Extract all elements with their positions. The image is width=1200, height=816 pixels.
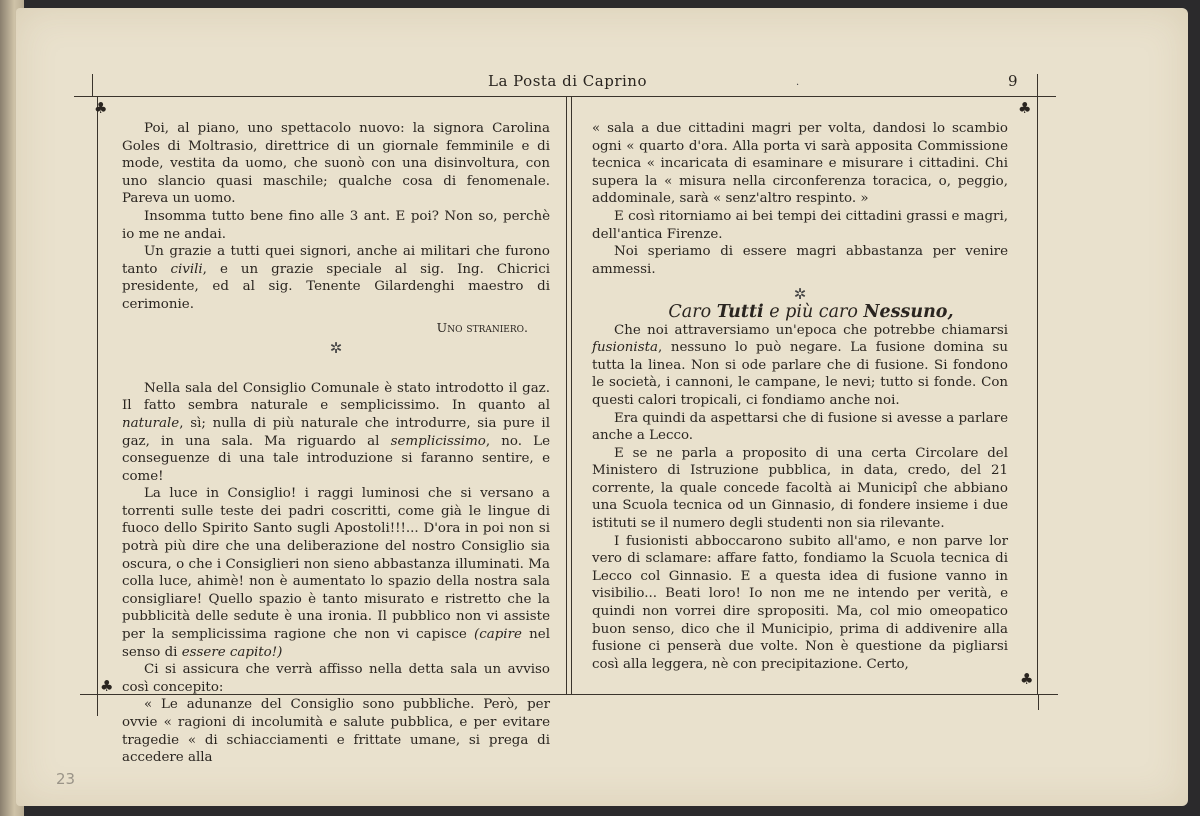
paragraph: I fusionisti abboccarono subito all'amo, e non parve lor vero di sclamare: affare fatto, fondiamo la Scuola tecnica di Lecco col Ginnasio. E a questa idea di fusione vanno in visibilio... Beati loro! Io non me ne intendo per verità, e quindi non vorrei dire spropositi. Ma, col mio omeopatico buon senso, dico che il Municipio, prima di addivenire alla fusione ci penserà due volte. Non è questione da pigliarsi così alla leggera, nè con precipitazione. Certo, xyxy=(592,533,1008,672)
right-column xyxy=(592,120,1008,673)
paragraph: La luce in Consiglio! i raggi luminosi che si versano a torrenti sulle teste dei padri coscritti, come già le lingue di fuoco dello Spirito Santo sugli Apostoli!!!... D'ora in poi non si potrà più dire che una deliberazione del nostro Consiglio sia oscura, o che i Consiglieri non sieno abbastanza illuminati. Ma colla luce, ahimè! non è aumentato lo spazio della nostra sala consigliare! Quello spazio è tanto misurato e ristretto che la pubblicità delle sedute è una ironia. Il pubblico non vi assiste per la semplicissima ragione che non vi capisce (capire nel senso di essere capito!) xyxy=(122,486,550,660)
ornament-bottom-right-icon: ♣ xyxy=(1020,670,1034,688)
ink-speck: · xyxy=(796,80,800,91)
paragraph: E così ritorniamo ai bei tempi dei cittadini grassi e magri, dell'antica Firenze. xyxy=(592,208,1008,242)
frame-right xyxy=(1037,96,1038,694)
article-heading: Caro Tutti e più caro Nessuno, xyxy=(668,301,954,322)
column-divider-b xyxy=(571,96,572,694)
paragraph: Era quindi da aspettarsi che di fusione si avesse a parlare anche a Lecco. xyxy=(592,410,1008,444)
page-title: La Posta di Caprino xyxy=(488,72,647,90)
quoted-notice: « Le adunanze del Consiglio sono pubbliche. Però, per ovvie « ragioni di incolumità e salute pubblica, e per evitare tragedie « di schiacciamenti e frittate umane, si prega di accedere alla xyxy=(122,697,550,766)
ornament-top-right-icon: ♣ xyxy=(1018,99,1032,117)
left-column xyxy=(122,120,550,767)
quoted-notice-continued: « sala a due cittadini magri per volta, dandosi lo scambio ogni « quarto d'ora. Alla porta vi sarà apposita Commissione tecnica « incaricata di esaminare e misurare i cittadini. Chi supera la « misura nella circonferenza toracica, o, peggio, addominale, sarà « senz'altro respinto. » xyxy=(592,121,1008,207)
header-tick-right xyxy=(1037,74,1038,96)
article-signature: Uno straniero. xyxy=(436,319,528,335)
footer-tick-left xyxy=(97,694,98,716)
paragraph: Che noi attraversiamo un'epoca che potrebbe chiamarsi fusionista, nessuno lo può negare. La fusione domina su tutta la linea. Non si ode parlare che di fusione. Si fondono le società, i cannoni, le campane, le nevi; tutto si fonde. Con questi calori tropicali, ci fondiamo anche noi. xyxy=(592,322,1008,408)
column-divider-a xyxy=(566,96,567,694)
header-tick-left xyxy=(92,74,93,96)
paragraph: Insomma tutto bene fino alle 3 ant. E poi? Non so, perchè io me ne andai. xyxy=(122,208,550,242)
paragraph: Un grazie a tutti quei signori, anche ai militari che furono tanto civili, e un grazie speciale al sig. Ing. Chicrici presidente, ed al sig. Tenente Gilardenghi maestro di cerimonie. xyxy=(122,244,550,312)
paragraph: E se ne parla a proposito di una certa Circolare del Ministero di Istruzione pubblica, in data, credo, del 21 corrente, la quale concede facoltà ai Municipî che abbiano una Scuola tecnica od un Ginnasio, di fondere insieme i due istituti se il numero degli studenti non sia rilevante. xyxy=(592,445,1008,532)
paragraph: Ci si assicura che verrà affisso nella detta sala un avviso così concepito: xyxy=(122,662,550,695)
ornament-bottom-left-icon: ♣ xyxy=(100,677,114,695)
ornament-top-left-icon: ♣ xyxy=(94,99,108,117)
footer-tick-right xyxy=(1038,694,1039,710)
frame-left xyxy=(97,96,98,694)
paragraph: Poi, al piano, uno spettacolo nuovo: la signora Carolina Goles di Moltrasio, direttrice di un giornale femminile e di mode, vestita da uomo, che suonò con una disinvoltura, con uno slancio quasi maschile; qualche cosa di fenomenale. Pareva un uomo. xyxy=(122,121,550,207)
page-number: 9 xyxy=(1008,72,1018,90)
separator-star-icon: ✲ xyxy=(329,339,343,358)
paragraph: Noi speriamo di essere magri abbastanza per venire ammessi. xyxy=(592,244,1008,277)
separator-star-icon: ✲ xyxy=(793,285,807,304)
paragraph: Nella sala del Consiglio Comunale è stato introdotto il gaz. Il fatto sembra naturale e semplicissimo. In quanto al naturale, sì; nulla di più naturale che introdurre, sia pure il gaz, in una sala. Ma riguardo al semplicissimo, no. Le conseguenze di una tale introduzione si faranno sentire, e come! xyxy=(122,380,550,484)
pencil-annotation: 23 xyxy=(56,770,76,788)
top-rule xyxy=(74,96,1056,97)
